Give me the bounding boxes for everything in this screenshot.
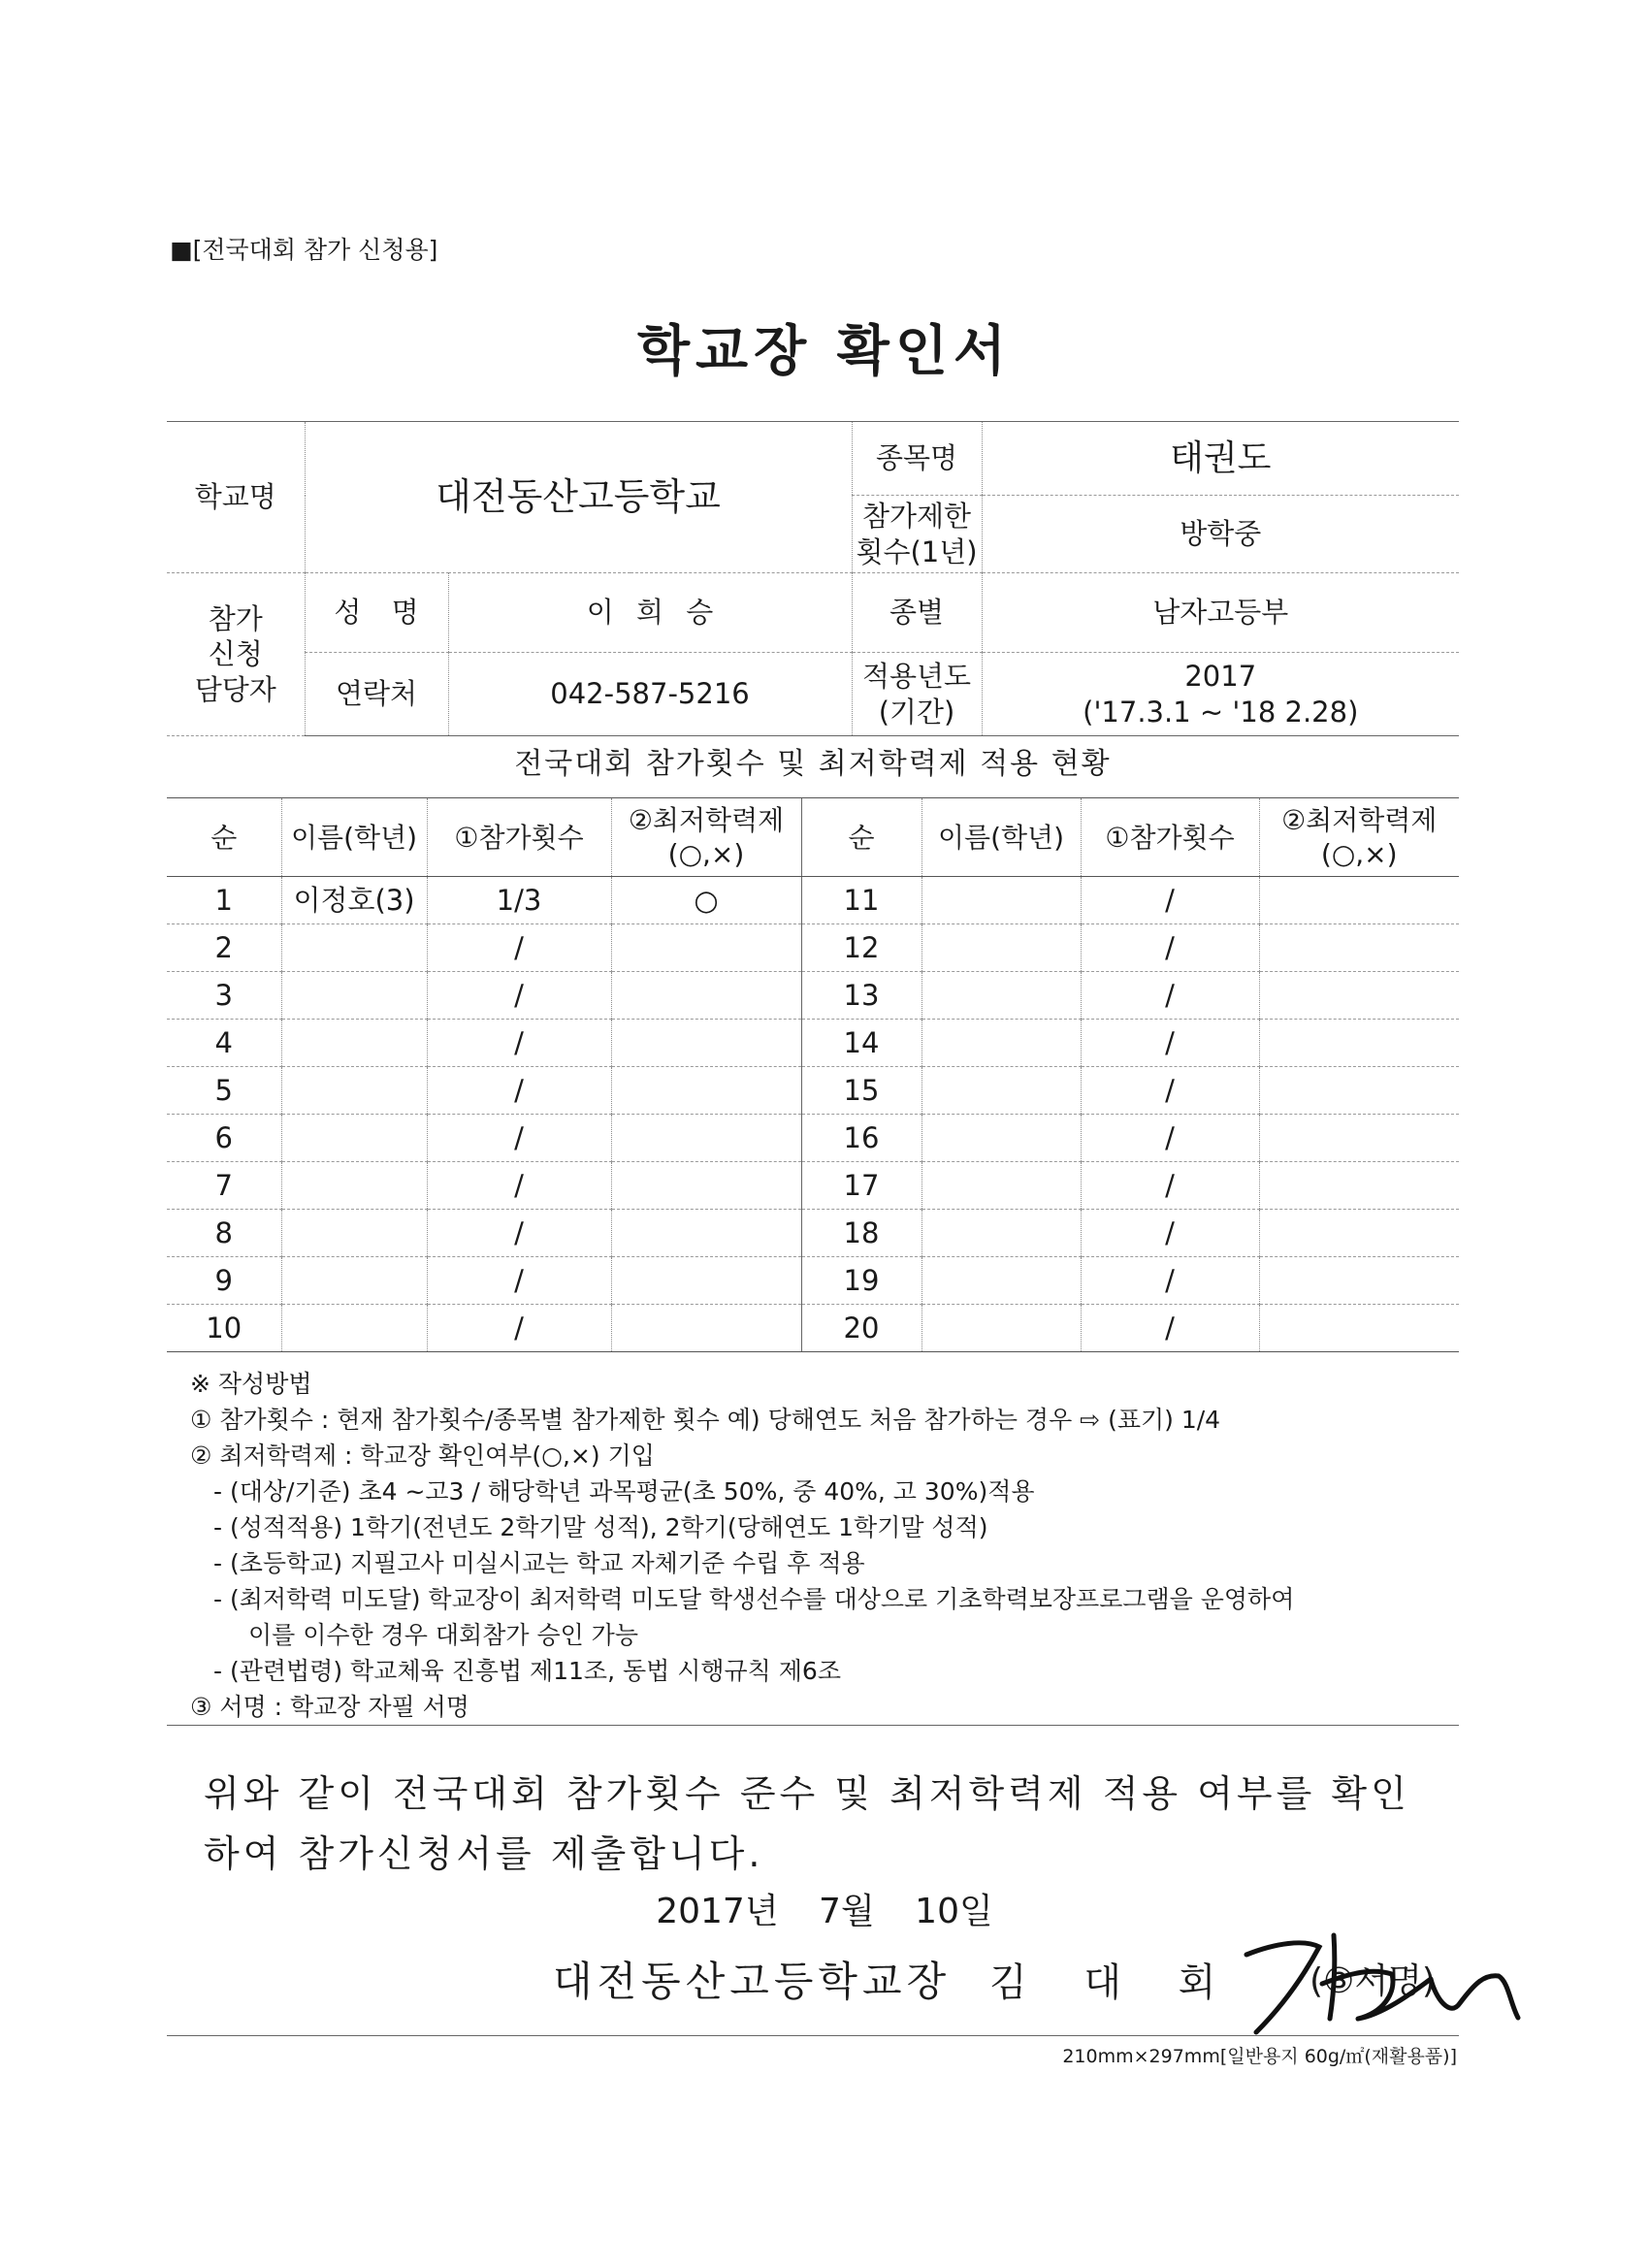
row-min-left [611, 1210, 801, 1257]
sport-label: 종목명 [852, 422, 982, 496]
row-count-left: / [427, 1162, 611, 1210]
instruction-min-academic: ② 최저학력제 : 학교장 확인여부(○,×) 기입 [190, 1442, 655, 1470]
instruction-grade-application: - (성적적용) 1학기(전년도 2학기말 성적), 2학기(당해연도 1학기말 성적) [213, 1513, 988, 1541]
row-count-left: / [427, 1305, 611, 1352]
row-min-right [1259, 877, 1459, 924]
header-no-right: 순 [801, 798, 922, 877]
row-name-left [281, 972, 427, 1020]
category-value: 남자고등부 [982, 573, 1459, 653]
instruction-below-minimum: - (최저학력 미도달) 학교장이 최저학력 미도달 학생선수를 대상으로 기초학력보장프로그램을 운영하여 [213, 1585, 1295, 1613]
sport-value: 태권도 [982, 422, 1459, 496]
row-no-right: 16 [801, 1115, 922, 1162]
row-no-left: 3 [167, 972, 281, 1020]
header-min-right-line2: (○,×) [1320, 838, 1398, 870]
row-name-right [922, 1210, 1081, 1257]
row-count-left: / [427, 924, 611, 972]
form-type-tag: ■[전국대회 참가 신청용] [170, 236, 438, 264]
applicable-year-label-line2: (기간) [878, 695, 955, 729]
row-min-left [611, 924, 801, 972]
declaration-line1: 위와 같이 전국대회 참가횟수 준수 및 최저학력제 적용 여부를 확인 [204, 1772, 1410, 1815]
row-no-left: 9 [167, 1257, 281, 1305]
table-row [167, 1305, 1459, 1352]
declaration-line2: 하여 참가신청서를 제출합니다. [204, 1832, 764, 1875]
instruction-participation-count: ① 참가횟수 : 현재 참가횟수/종목별 참가제한 횟수 예) 당해연도 처음 참가하는 경우 ⇨ (표기) 1/4 [190, 1406, 1221, 1434]
declaration-text [204, 1764, 1465, 1884]
row-no-right: 17 [801, 1162, 922, 1210]
row-min-left [611, 972, 801, 1020]
applicable-year-value [982, 653, 1459, 736]
header-min-left-line2: (○,×) [667, 838, 745, 870]
row-name-right [922, 924, 1081, 972]
row-name-left [281, 1257, 427, 1305]
header-name-left: 이름(학년) [281, 798, 427, 877]
section-divider [167, 1725, 1459, 1726]
contact-name-label: 성 명 [305, 573, 448, 653]
row-no-left: 5 [167, 1067, 281, 1115]
row-min-right [1259, 1115, 1459, 1162]
row-no-left: 7 [167, 1162, 281, 1210]
table-row [167, 1257, 1459, 1305]
row-name-right [922, 1162, 1081, 1210]
row-count-right: / [1081, 1257, 1259, 1305]
row-count-left: / [427, 1115, 611, 1162]
row-no-right: 19 [801, 1257, 922, 1305]
row-min-left [611, 1162, 801, 1210]
row-count-right: / [1081, 877, 1259, 924]
row-no-right: 13 [801, 972, 922, 1020]
row-count-right: / [1081, 1162, 1259, 1210]
header-min-left [611, 798, 801, 877]
row-no-left: 6 [167, 1115, 281, 1162]
handwritten-signature [1227, 1926, 1537, 2042]
row-min-left [611, 1020, 801, 1067]
applicable-year-label-line1: 적용년도 [861, 660, 972, 694]
table-row [167, 877, 1459, 924]
row-name-left [281, 1020, 427, 1067]
applicant-label [167, 573, 305, 736]
principal-name: 김 대 회 [989, 1960, 1216, 2005]
row-min-right [1259, 1067, 1459, 1115]
participation-limit-value: 방학중 [982, 496, 1459, 573]
row-no-right: 14 [801, 1020, 922, 1067]
roster-header-row [167, 798, 1459, 877]
category-label: 종별 [852, 573, 982, 653]
row-no-left: 10 [167, 1305, 281, 1352]
row-min-right [1259, 924, 1459, 972]
row-min-right [1259, 1210, 1459, 1257]
row-count-right: / [1081, 1210, 1259, 1257]
row-name-left [281, 1305, 427, 1352]
row-name-left: 이정호(3) [281, 877, 427, 924]
school-name-label: 학교명 [167, 422, 305, 573]
row-no-right: 15 [801, 1067, 922, 1115]
contact-phone-label: 연락처 [305, 653, 448, 736]
row-count-right: / [1081, 1020, 1259, 1067]
row-no-right: 12 [801, 924, 922, 972]
paper-spec: 210mm×297mm[일반용지 60g/㎡(재활용품)] [1062, 2046, 1457, 2067]
row-name-right [922, 1257, 1081, 1305]
row-name-right [922, 1115, 1081, 1162]
row-count-right: / [1081, 924, 1259, 972]
row-name-right [922, 1020, 1081, 1067]
row-no-left: 2 [167, 924, 281, 972]
signature-mark: (③서명) [1310, 1961, 1436, 2001]
row-min-right [1259, 1257, 1459, 1305]
row-count-left: / [427, 1210, 611, 1257]
participation-limit-label-line2: 횟수(1년) [856, 535, 978, 568]
instructions-heading: ※ 작성방법 [190, 1370, 312, 1398]
row-name-right [922, 1067, 1081, 1115]
applicant-label-line3: 담당자 [194, 672, 276, 706]
row-no-right: 20 [801, 1305, 922, 1352]
row-count-right: / [1081, 1305, 1259, 1352]
instruction-signature: ③ 서명 : 학교장 자필 서명 [190, 1693, 469, 1721]
header-min-right-line1: ②최저학력제 [1281, 804, 1438, 836]
row-no-right: 18 [801, 1210, 922, 1257]
row-min-left [611, 1067, 801, 1115]
roster-section-title: 전국대회 참가횟수 및 최저학력제 적용 현황 [514, 747, 1112, 781]
header-count-left: ①참가횟수 [427, 798, 611, 877]
instruction-target-criteria: - (대상/기준) 초4 ~고3 / 해당학년 과목평균(초 50%, 중 40%, 고 30%)적용 [213, 1477, 1035, 1506]
row-min-right [1259, 972, 1459, 1020]
row-min-right [1259, 1305, 1459, 1352]
row-min-right [1259, 1162, 1459, 1210]
row-count-right: / [1081, 1115, 1259, 1162]
row-no-left: 1 [167, 877, 281, 924]
applicant-label-line1: 참가 [208, 602, 263, 636]
row-min-left: ○ [611, 877, 801, 924]
applicable-year-label [852, 653, 982, 736]
contact-phone-value: 042-587-5216 [448, 653, 852, 736]
row-name-right [922, 972, 1081, 1020]
table-row [167, 1020, 1459, 1067]
row-count-right: / [1081, 972, 1259, 1020]
footer-divider [167, 2035, 1459, 2036]
school-info-table [167, 421, 1459, 736]
document-title: 학교장 확인서 [636, 320, 1013, 383]
header-min-left-line1: ②최저학력제 [628, 804, 785, 836]
school-name-value: 대전동산고등학교 [305, 422, 852, 573]
submission-date: 2017년 7월 10일 [656, 1892, 993, 1931]
row-name-left [281, 1067, 427, 1115]
row-name-right [922, 877, 1081, 924]
row-count-left: / [427, 1020, 611, 1067]
header-count-right: ①참가횟수 [1081, 798, 1259, 877]
row-min-left [611, 1305, 801, 1352]
row-name-left [281, 1210, 427, 1257]
participation-limit-label [852, 496, 982, 573]
table-row [167, 1067, 1459, 1115]
row-name-left [281, 1162, 427, 1210]
table-row [167, 1115, 1459, 1162]
header-name-right: 이름(학년) [922, 798, 1081, 877]
contact-name-value: 이 희 승 [448, 573, 852, 653]
school-principal-title: 대전동산고등학교장 [553, 1958, 952, 2005]
row-name-left [281, 1115, 427, 1162]
table-row [167, 972, 1459, 1020]
table-row [167, 1162, 1459, 1210]
roster-table [167, 797, 1459, 1352]
row-min-left [611, 1115, 801, 1162]
applicable-year-value-line2: ('17.3.1 ~ '18 2.28) [1083, 695, 1359, 729]
row-name-left [281, 924, 427, 972]
row-count-left: / [427, 1067, 611, 1115]
row-name-right [922, 1305, 1081, 1352]
row-count-left: / [427, 1257, 611, 1305]
row-min-right [1259, 1020, 1459, 1067]
participation-limit-label-line1: 참가제한 [861, 500, 972, 534]
instruction-below-minimum-cont: 이를 이수한 경우 대회참가 승인 가능 [248, 1621, 638, 1649]
applicable-year-value-line1: 2017 [1184, 660, 1257, 694]
row-count-right: / [1081, 1067, 1259, 1115]
header-min-right [1259, 798, 1459, 877]
row-count-left: / [427, 972, 611, 1020]
row-no-left: 8 [167, 1210, 281, 1257]
table-row [167, 1210, 1459, 1257]
row-count-left: 1/3 [427, 877, 611, 924]
table-row [167, 924, 1459, 972]
instruction-elementary: - (초등학교) 지필고사 미실시교는 학교 자체기준 수립 후 적용 [213, 1549, 865, 1577]
applicant-label-line2: 신청 [208, 637, 263, 671]
instruction-related-law: - (관련법령) 학교체육 진흥법 제11조, 동법 시행규칙 제6조 [213, 1657, 841, 1685]
instructions [190, 1366, 1471, 1725]
row-no-right: 11 [801, 877, 922, 924]
row-min-left [611, 1257, 801, 1305]
header-no-left: 순 [167, 798, 281, 877]
row-no-left: 4 [167, 1020, 281, 1067]
